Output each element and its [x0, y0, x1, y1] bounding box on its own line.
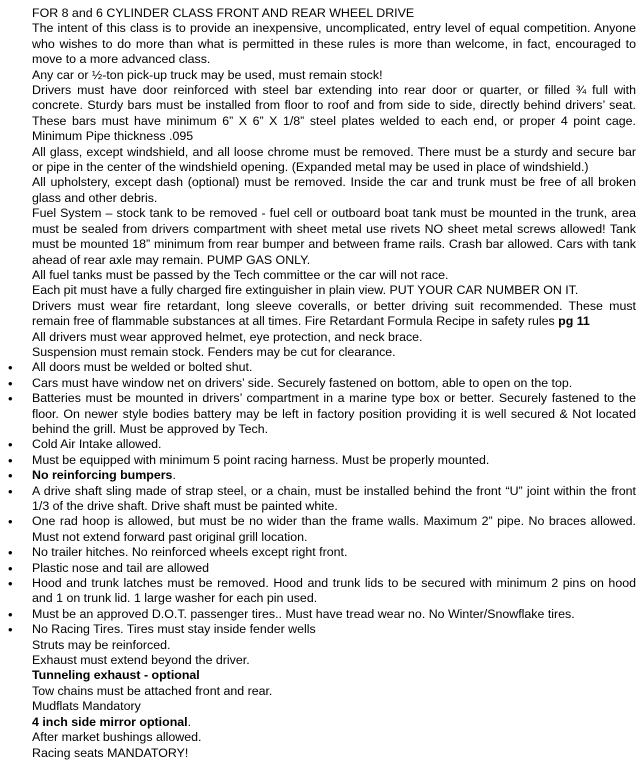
bullet-racing-harness: • Must be equipped with minimum 5 point racing harness. Must be properly mounted.	[32, 453, 636, 468]
fire-retardant-text: Drivers must wear fire retardant, long sleeve coveralls, or better driving suit recommended. These must remain free of flammable substances at all times. Fire Retardant Formula Recipe in safety rules	[32, 298, 636, 329]
line-side-mirror	[32, 715, 636, 730]
paragraph-fuel-system: Fuel System – stock tank to be removed - fuel cell or outboard boat tank must be mounted in the trunk, area must be sealed from drivers compartment with sheet metal use rivets NO sheet metal screws allowed! Tank must be mounted 18” minimum from rear bumper and between frame rails. Crash bar allowed. Cars with tank ahead of rear axle may remain. PUMP GAS ONLY.	[32, 206, 636, 267]
line-tunneling-exhaust	[32, 668, 636, 683]
tunneling-bold-text: Tunneling exhaust - optional	[32, 668, 200, 683]
paragraph-fire-retardant	[32, 299, 636, 330]
paragraph-upholstery: All upholstery, except dash (optional) must be removed. Inside the car and trunk must be free of all broken glass and other debris.	[32, 175, 636, 205]
paragraph-door-reinforcement: Drivers must have door reinforced with steel bar extending into rear door or quarter, or filled ¾ full with concrete. Sturdy bars must be installed from floor to roof and from side to side, directly behind drivers’ seat. These bars must have minimum 6” X 6” X 1/8” steel plates welded to each end, or proper 4 point cage. Minimum Pipe thickness .095	[32, 83, 636, 144]
bumpers-bold-text: No reinforcing bumpers	[32, 468, 173, 483]
bumpers-period: .	[172, 468, 176, 483]
line-struts: Struts may be reinforced.	[32, 637, 171, 652]
bullet-racing-tires: • No Racing Tires. Tires must stay inside fender wells	[32, 622, 636, 637]
rules-bullet-list	[32, 360, 636, 637]
page-reference: pg 11	[558, 314, 590, 329]
paragraph-vehicle: Any car or ½-ton pick-up truck may be used, must remain stock!	[32, 67, 383, 82]
bullet-dot-tires: • Must be an approved D.O.T. passenger tires.. Must have tread wear no. No Winter/Snowflake tires.	[32, 607, 636, 622]
bullet-latches: • Hood and trunk latches must be removed. Hood and trunk lids to be secured with minimum 2 pins on hood and 1 on trunk lid. 1 large washer for each pin used.	[32, 576, 636, 607]
line-bushings: After market bushings allowed.	[32, 730, 202, 745]
line-mudflats: Mudflats Mandatory	[32, 699, 141, 714]
bullet-plastic-nose: • Plastic nose and tail are allowed	[32, 561, 636, 576]
paragraph-glass: All glass, except windshield, and all loose chrome must be removed. There must be a sturdy and secure bar or pipe in the center of the windshield opening. (Expanded metal may be used in place of windshield.)	[32, 144, 636, 175]
line-exhaust: Exhaust must extend beyond the driver.	[32, 653, 250, 668]
bullet-batteries: • Batteries must be mounted in drivers’ compartment in a marine type box or better. Securely fastened to the floor. On newer style bodies battery may be left in factory position providing it is well secured & Not located behind the grill. Must be approved by Tech.	[32, 391, 636, 437]
paragraph-tank-inspection: All fuel tanks must be passed by the Tech committee or the car will not race.	[32, 267, 449, 282]
paragraph-fire-extinguisher: Each pit must have a fully charged fire extinguisher in plain view. PUT YOUR CAR NUMBER ON IT.	[32, 283, 579, 298]
mirror-bold-text: 4 inch side mirror optional	[32, 714, 188, 729]
mirror-period: .	[187, 714, 192, 729]
bullet-reinforcing-bumpers	[32, 468, 636, 483]
line-tow-chains: Tow chains must be attached front and rear.	[32, 683, 273, 698]
bullet-trailer-hitches: • No trailer hitches. No reinforced wheels except right front.	[32, 545, 636, 560]
paragraph-intent: The intent of this class is to provide an inexpensive, uncomplicated, entry level of equal competition. Anyone who wishes to do more than what is permitted in these rules is more than welcome, in fact, encouraged to move to a more advanced class.	[32, 21, 636, 67]
bullet-rad-hoop: • One rad hoop is allowed, but must be no wider than the frame walls. Maximum 2” pipe. No braces allowed. Must not extend forward past original grill location.	[32, 514, 636, 545]
bullet-drive-shaft: • A drive shaft sling made of strap steel, or a chain, must be installed behind the front “U” joint within the front 1/3 of the drive shaft. Drive shaft must be painted white.	[32, 484, 636, 515]
bullet-doors-welded: • All doors must be welded or bolted shut.	[32, 360, 636, 375]
class-heading: FOR 8 and 6 CYLINDER CLASS FRONT AND REAR WHEEL DRIVE	[32, 6, 415, 20]
bullet-window-net: • Cars must have window net on drivers’ side. Securely fastened on bottom, able to open on the top.	[32, 376, 636, 391]
line-racing-seats: Racing seats MANDATORY!	[32, 745, 189, 760]
bullet-cold-air-intake: • Cold Air Intake allowed.	[32, 437, 636, 452]
paragraph-suspension: Suspension must remain stock. Fenders may be cut for clearance.	[32, 344, 396, 359]
paragraph-helmet: All drivers must wear approved helmet, eye protection, and neck brace.	[32, 329, 423, 344]
